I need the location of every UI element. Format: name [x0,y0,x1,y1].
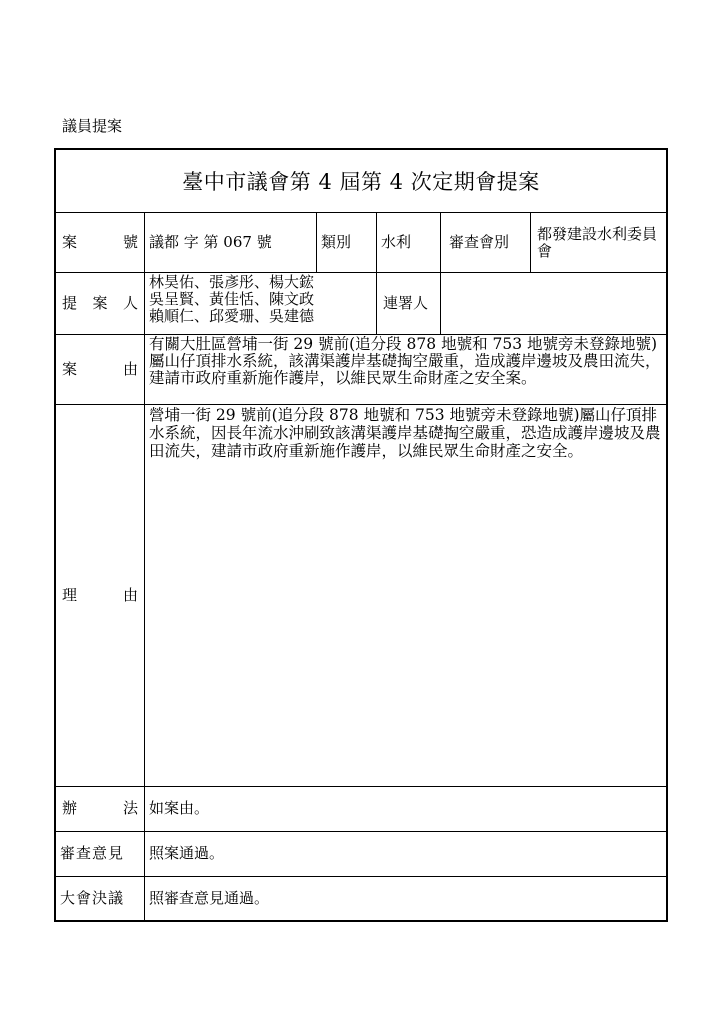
label-char: 由 [122,359,138,378]
proposer-label [56,272,144,334]
cosigner-value [441,272,666,334]
label-char: 案 [62,359,78,378]
committee-label: 審查會別 [449,232,510,251]
label-char: 法 [122,799,138,817]
proposer-name-line: 賴順仁、邱愛珊、吳建德 [149,307,315,325]
label-char: 號 [122,232,138,251]
reason-label [56,404,144,786]
label-char: 人 [122,293,138,312]
proposer-name-line: 林昊佑、張彥彤、楊大鋐 [149,273,315,291]
label-char: 案 [62,232,78,251]
label-char: 由 [122,585,138,604]
label-char: 理 [62,585,78,604]
proposer-name-line: 吳呈賢、黃佳恬、陳文政 [149,290,315,308]
cosigner-label: 連署人 [383,293,429,312]
label-char: 案 [92,293,108,312]
committee-value: 都發建設水利委員會 [537,225,658,260]
review-label: 審查意見 [60,844,125,862]
method-value: 如案由。 [149,799,210,817]
subject-text: 有關大肚區營埔一街 29 號前(追分段 878 地號和 753 地號旁未登錄地號)屬山仔頂排水系統，該溝渠護岸基礎掏空嚴重，造成護岸邊坡及農田流失，建請市政府重新施作護岸，以維民眾生命財產之安全案。 [149,335,661,387]
reason-text: 營埔一街 29 號前(追分段 878 地號和 753 地號旁未登錄地號)屬山仔頂排水系統，因長年流水沖刷致該溝渠護岸基礎掏空嚴重，恐造成護岸邊坡及農田流失，建請市政府重新施作護岸，以維民眾生命財產之安全。 [149,406,661,460]
resolution-value: 照審查意見通過。 [149,888,270,907]
category-value: 水利 [381,232,412,251]
review-value: 照案通過。 [149,844,225,862]
category-label: 類別 [321,232,352,251]
proposer-names [145,272,376,334]
method-label [56,786,144,831]
document-header-label: 議員提案 [62,117,123,135]
form-title: 臺中市議會第 4 屆第 4 次定期會提案 [182,170,540,194]
subject-label [56,334,144,404]
case-number-value: 議都 字 第 067 號 [149,232,272,251]
case-number-label [56,212,144,272]
motion-form [54,148,668,922]
resolution-label: 大會決議 [60,888,125,907]
label-char: 辦 [62,799,78,817]
label-char: 提 [62,293,78,312]
